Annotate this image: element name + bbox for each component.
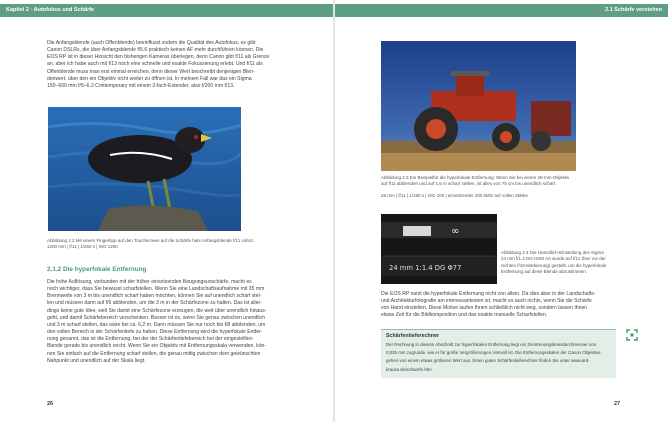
figure-2-3-caption: Abbildung 2.3 Ein Beispielfür die hyperfokale Entfernung: Wenn Sie bei einem 28-mm-Objektiv auf f/11 abblenden und auf 1,5 m scharf stellen, ist alles von 75 cm bis unendlich scharf.	[381, 175, 570, 187]
info-box-body: Der Rechnung in diesem Abschnitt zur hyperfokalen Entfernung liegt ein Zerstreuungskreisdurchmesser von 0,025 mm zugrunde, wie er für große Vergrößerungen sinnvoll ist. Die Entfernungsskalen der Canon Objektive gehen von einem etwas größeren Wert aus. Einen guten Schärfentieferechner finden Sie unter www.ard- krauss.de/schaerfe.htm.	[386, 342, 601, 372]
hyperfocal-paragraph: Die hohe Auflösung, verbunden mit der früher einsetzenden Beugungsunschärfe, macht es noch wichtiger, dass Sie bewusst scharfstellen. Wenn Sie eine Landschaftsaufnahme mit 35 mm Brennweite von 3 m bis unendlich scharf haben möchten, können Sie auf unendlich scharf stel- len und müssen dann auf f/6 abblenden, um die 3 m in der Schärfezone zu halten. Das ist aller- dings keine gute Idee, weil Sie damit eine Schärfezone erzeugen, die weit über unendlich hinaus- geht, und damit Schärfebereich verschenken. Besser ist es, wenn Sie genau zwischen unendlich und 3 m scharf stellen, das wäre bei ca. 6,2 m. Dann müssen Sie nur noch bis f/8 abblenden, um den vollen Bereich in der Schärfentiefe zu haben. Diese Entfernung wird die hyperfokale Entfer- nung genannt, das ist die Entfernung, bei der der Schärfentiefebereich bei der eingestellten Blende gerade bis unendlich reicht. Wenn Sie ein Objektiv mit Entfernungsskala verwenden, kön- nen Sie einfach auf die Entfernung scharf stellen, die genau mittig zwischen dem gewünschten Nahpunkt und unendlich auf der Skala liegt.	[47, 279, 267, 364]
lens-barrel-text: 24 mm 1:1.4 DG Φ77	[389, 264, 462, 272]
intro-paragraph: Die Anfangsblende (auch Offenblende) beeinflusst zudem die Qualität des Autofokus, es gibt Canon DSLRs, die über Anfangsblende f/5.6 praktisch keinen AF mehr durchführen können. Die EOS RP ist in dieser Hinsicht den bisherigen Kameras überlegen, denn Canon gibt f/11 als Grenze an, aber ich habe auch mit f/13 noch eine schnelle und exakte Fokussierung erlebt. Und f/11 als Offenblende muss man erst einmal erreichen, denn dieser Wert beschreibt denjenigen Blen- denwert, über den ein Objektiv nicht weiter zu öffnen ist. In meinem Fall war das ein Sigma 150–600 mm f/5–6.3 Contemporary mit einem 2-fach-Extender, also f/200 mm f/13.	[47, 40, 270, 89]
info-box	[381, 329, 616, 378]
left-running-header	[0, 4, 333, 17]
info-box-title: Schärfentieferechner	[386, 333, 439, 339]
tractor-photo	[381, 41, 576, 171]
figure-2-2-caption: Abbildung 2.2 Mit einem Fingertipp auf den Touchscreen auf die Schärfe hats Anfangsblende f/11 sofort. 1200 mm | f/11 | 1/250 s | ISO 1200	[47, 238, 254, 250]
section-heading: 2.1.2 Die hyperfokale Entfernung	[47, 266, 147, 273]
section-title: 2.1 Schärfe verstehen	[605, 7, 662, 13]
right-page-number: 27	[614, 401, 621, 407]
right-body-paragraph: Die EOS RP nutzt die hyperfokale Entfernung nicht von allein. Da dies aber in der Landschafts- und Architekturfotografie am interessantesten ist, macht es auch nichts, wenn Sie die Schärfe von Hand einstellen. Diese Motive laufen Ihnen schließlich nicht weg, sondern lassen Ihnen etwas Zeit für die Bildkomposition und das exakte manuelle Scharfstellen.	[381, 291, 596, 319]
lens-photo	[381, 214, 497, 284]
figure-2-4-caption: Abbildung 2.4 Die Unendlich-Einstellung des Sigma 24 mm f/1.4 DG HSM Art wurde auf f/11 (hier vor der rechten f/16-Markierung) gestellt, um die hyperfokale Entfernung auf diese Blende abzustimmen.	[501, 250, 607, 274]
infinity-mark: ∞	[451, 226, 460, 237]
figure-2-3-exif: 28 mm | f/11 | 1/180 s | ISO 100 | einsetzender 200 kMtz auf vollen Stärke	[381, 193, 528, 198]
chapter-title: Kapitel 2 · Autofokus und Schärfe	[6, 7, 95, 13]
left-page-number: 26	[47, 401, 54, 407]
bird-photo	[48, 107, 241, 231]
fullscreen-icon[interactable]	[626, 328, 638, 340]
right-running-header	[335, 4, 668, 17]
